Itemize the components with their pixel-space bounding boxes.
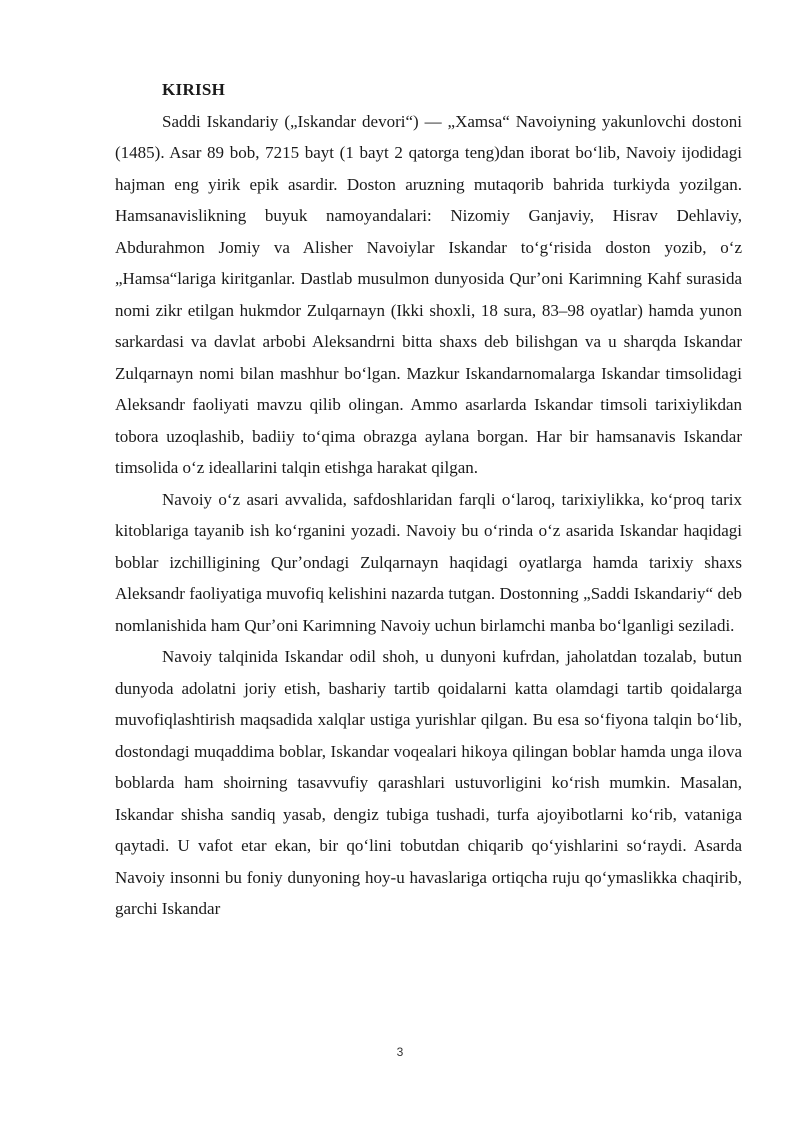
page-body — [115, 74, 742, 925]
paragraph-3: Navoiy talqinida Iskandar odil shoh, u dunyoni kufrdan, jaholatdan tozalab, butun dunyoda adolatni joriy etish, bashariy tartib qoidalarni katta olamdagi tartib qoidalarga muvofiqlashtirish maqsadida xalqlar ustiga yurishlar qilgan. Bu esa soʻfiyona talqin boʻlib, dostondagi muqaddima boblar, Iskandar voqealari hikoya qilingan boblar hamda unga ilova boblarda ham shoirning tasavvufiy qarashlari ustuvorligini koʻrish mumkin. Masalan, Iskandar shisha sandiq yasab, dengiz tubiga tushadi, turfa ajoyibotlarni koʻrib, vataniga qaytadi. U vafot etar ekan, bir qoʻlini tobutdan chiqarib qoʻyishlarini soʻraydi. Asarda Navoiy insonni bu foniy dunyoning hoy-u havaslariga ortiqcha ruju qoʻymaslikka chaqirib, garchi Iskandar — [115, 647, 742, 918]
section-heading: KIRISH — [162, 80, 226, 99]
page-number: 3 — [396, 1045, 404, 1059]
paragraph-2: Navoiy oʻz asari avvalida, safdoshlaridan farqli oʻlaroq, tarixiylikka, koʻproq tarix kitoblariga tayanib ish koʻrganini yozadi. Navoiy bu oʻrinda oʻz asarida Iskandar haqidagi boblar izchilligining Qurʼondagi Zulqarnayn haqidagi oyatlarga hamda tarixiy shaxs Aleksandr faoliyatiga muvofiq kelishini nazarda tutgan. Dostonning „Saddi Iskandariy“ deb nomlanishida ham Qurʼoni Karimning Navoiy uchun birlamchi manba boʻlganligi seziladi. — [115, 489, 742, 635]
paragraph-1: Saddi Iskandariy („Iskandar devori“) — „Xamsa“ Navoiyning yakunlovchi dostoni (1485). Asar 89 bob, 7215 bayt (1 bayt 2 qatorga teng)dan iborat boʻlib, Navoiy ijodidagi hajman eng yirik epik asardir. Doston aruzning mutaqorib bahrida turkiyda yozilgan. Hamsanavislikning buyuk namoyandalari: Nizomiy Ganjaviy, Hisrav Dehlaviy, Abdurahmon Jomiy va Alisher Navoiylar Iskandar toʻgʻrisida doston yozib, oʻz „Hamsa“lariga kiritganlar. Dastlab musulmon dunyosida Qurʼoni Karimning Kahf surasida nomi zikr etilgan hukmdor Zulqarnayn (Ikki shoxli, 18 sura, 83–98 oyatlar) hamda yunon sarkardasi va davlat arbobi Aleksandrni bitta shaxs deb bilishgan va u sharqda Iskandar Zulqarnayn nomi bilan mashhur boʻlgan. Mazkur Iskandarnomalarga Iskandar timsolidagi Aleksandr faoliyati mavzu qilib olingan. Ammo asarlarda Iskandar timsoli tarixiylikdan tobora uzoqlashib, badiiy toʻqima obrazga aylana borgan. Har bir hamsanavis Iskandar timsolida oʻz ideallarini talqin etishga harakat qilgan. — [115, 111, 742, 477]
